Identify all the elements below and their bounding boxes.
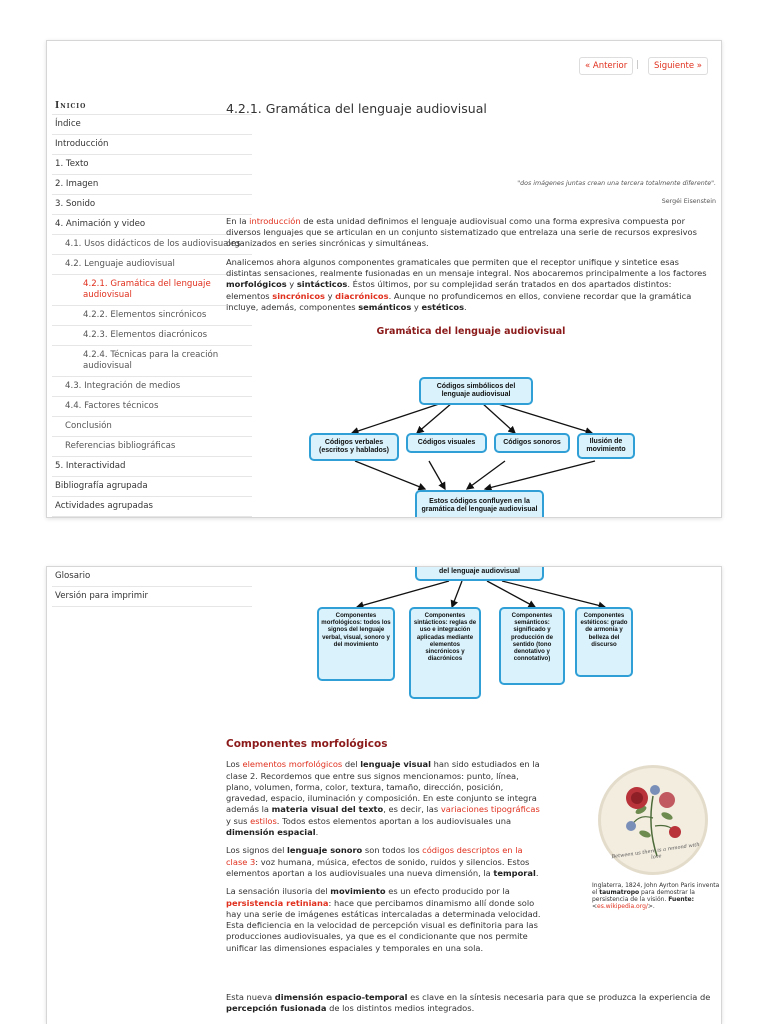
sidebar-item-bibliografia[interactable]: Bibliografía agrupada — [52, 477, 252, 497]
sidebar-item-sonido[interactable]: 3. Sonido — [52, 195, 252, 215]
diagram-morphological-box: Componentes morfológicos: todos los signos del lenguaje verbal, visual, sonoro y del movimiento — [317, 607, 395, 681]
page-panel-bottom — [46, 566, 722, 1024]
epigraph-quote: "dos imágenes juntas crean una tercera totalmente diferente". — [517, 180, 716, 188]
diagram-merge-box: Estos códigos confluyen en la gramática del lenguaje audiovisual — [415, 490, 544, 518]
nav-separator: | — [636, 60, 640, 70]
sincronicos-link[interactable]: sincrónicos — [272, 290, 325, 301]
morph-paragraph-3: La sensación ilusoria del movimiento es un efecto producido por la persistencia retiniana: hace que percibamos dinamismo allí donde solo hay una serie de imágenes estáticas intercaladas a determinada velocidad. Esta deficiencia en la velocidad de percepción visual es definitoria para las producciones audiovisuales, ya que es el condicionante que nos permite unificar las dimensiones espaciales y temporales en una sola. — [226, 886, 541, 953]
sidebar-item-imagen[interactable]: 2. Imagen — [52, 175, 252, 195]
sidebar-item-indice[interactable]: Índice — [52, 115, 252, 135]
page-title: 4.2.1. Gramática del lenguaje audiovisual — [226, 101, 487, 116]
previous-button[interactable]: « Anterior — [579, 57, 633, 75]
grammar-diagram-continued — [47, 567, 722, 717]
sidebar-item-integracion[interactable]: 4.3. Integración de medios — [52, 377, 252, 397]
sidebar-item-glosario[interactable]: Glosario — [52, 567, 252, 587]
variaciones-tipograficas-link[interactable]: variaciones tipográficas — [440, 804, 540, 815]
diagram-code-movement-box: Ilusión de movimiento — [577, 433, 635, 459]
persistencia-retiniana-link[interactable]: persistencia retiniana — [226, 897, 329, 908]
wikipedia-link[interactable]: es.wikipedia.org/ — [597, 903, 648, 910]
sidebar-item-gramatica[interactable]: 4.2.1. Gramática del lenguaje audiovisual — [52, 275, 252, 306]
sidebar-home-link[interactable]: Inicio — [52, 99, 252, 115]
sidebar-item-sincronicos[interactable]: 4.2.2. Elementos sincrónicos — [52, 306, 252, 326]
diagram-code-verbal-box: Códigos verbales (escritos y hablados) — [309, 433, 399, 461]
morph-paragraph-4-wrap — [226, 992, 716, 1022]
diagram-title: Gramática del lenguaje audiovisual — [376, 326, 566, 338]
plate-inscription: Between us there is a remond with love — [611, 841, 700, 861]
sidebar-item-referencias[interactable]: Referencias bibliográficas — [52, 437, 252, 457]
sidebar-item-factores[interactable]: 4.4. Factores técnicos — [52, 397, 252, 417]
sidebar-item-diacronicos[interactable]: 4.2.3. Elementos diacrónicos — [52, 326, 252, 346]
morph-paragraph-1: Los elementos morfológicos del lenguaje visual han sido estudiados en la clase 2. Recordemos que entre sus signos mencionamos: punto, línea, plano, volumen, forma, color, textura, tamaño, dirección, posición, gravedad, espacio, iluminación y composición. En este conjunto se integra además la materia visual del texto, es decir, las variaciones tipográficas y sus estilos. Todos estos elementos aportan a los audiovisuales una dimensión espacial. — [226, 759, 540, 838]
sidebar-item-conclusion[interactable]: Conclusión — [52, 417, 252, 437]
section-title-morfologicos: Componentes morfológicos — [226, 738, 388, 750]
thaumatrope-figure — [592, 765, 722, 910]
next-button[interactable]: Siguiente » — [648, 57, 708, 75]
thaumatrope-image — [598, 765, 708, 875]
estilos-link[interactable]: estilos — [250, 815, 277, 826]
epigraph-author: Sergéi Eisenstein — [661, 197, 716, 205]
sidebar-item-imprimir[interactable]: Versión para imprimir — [52, 587, 252, 607]
morph-paragraph-4: Esta nueva dimensión espacio-temporal es clave en la síntesis necesaria para que se produzca la experiencia de percepción fusionada de los distintos medios integrados. — [226, 992, 711, 1014]
figure-caption: Inglaterra, 1824, John Ayrton Paris inventa el taumatropo para demostrar la persistencia de la visión. Fuente: <es.wikipedia.org/>. — [592, 882, 720, 910]
introduccion-link[interactable]: introducción — [249, 215, 301, 226]
sidebar-item-actividades[interactable]: Actividades agrupadas — [52, 497, 252, 517]
diagram-code-sound-box: Códigos sonoros — [494, 433, 570, 453]
sidebar-item-lenguaje-audiovisual[interactable]: 4.2. Lenguaje audiovisual — [52, 255, 252, 275]
sidebar-item-introduccion[interactable]: Introducción — [52, 135, 252, 155]
codigos-clase-3-link[interactable]: códigos descriptos en la clase 3 — [226, 845, 523, 867]
diagram-aesthetic-box: Componentes estéticos: grado de armonía y belleza del discurso — [575, 607, 633, 677]
diagram-code-visual-box: Códigos visuales — [406, 433, 487, 453]
page-panel-top — [46, 40, 722, 518]
components-paragraph: Analicemos ahora algunos componentes gramaticales que permiten que el receptor unifique y sintetice esas distintas sensaciones, realmente fusionadas en un mensaje integral. Nos abocaremos principalmente a los factores morfológicos y sintácticos. Éstos últimos, por su complejidad serán tratados en dos apartados distintos: elementos sincrónicos y diacrónicos. Aunque no profundicemos en ellos, conviene recordar que la gramática incluye, además, componentes semánticos y estéticos. — [226, 256, 707, 312]
diagram-root-box: Códigos simbólicos del lenguaje audiovisual — [419, 377, 533, 405]
sidebar-item-tecnicas[interactable]: 4.2.4. Técnicas para la creación audiovisual — [52, 346, 252, 377]
sidebar-item-usos-didacticos[interactable]: 4.1. Usos didácticos de los audiovisuales — [52, 235, 252, 255]
morphological-section — [226, 739, 542, 961]
sidebar-item-texto[interactable]: 1. Texto — [52, 155, 252, 175]
diagram-merge-box-tail: del lenguaje audiovisual — [415, 566, 544, 581]
intro-paragraph: En la introducción de esta unidad definimos el lenguaje audiovisual como una forma expresiva compuesta por diversos lenguajes que se articulan en un conjunto sistematizado que entrelaza una serie de recursos expresivos organizados en series sincrónicas y simultáneas. — [226, 215, 697, 249]
diagram-semantic-box: Componentes semánticos: significado y producción de sentido (tono denotativo y connotativo) — [499, 607, 565, 685]
diagram-syntactic-box: Componentes sintácticos: reglas de uso e integración aplicadas mediante elementos sincrónicos y diacrónicos — [409, 607, 481, 699]
sidebar-item-animacion-video[interactable]: 4. Animación y video — [52, 215, 252, 235]
diacronicos-link[interactable]: diacrónicos — [335, 290, 389, 301]
elementos-morfologicos-link[interactable]: elementos morfológicos — [242, 759, 343, 770]
grammar-diagram — [47, 41, 722, 518]
morph-paragraph-2: Los signos del lenguaje sonoro son todos los códigos descriptos en la clase 3: voz humana, música, efectos de sonido, ruidos y silencios. Estos elementos aportan a los audiovisuales una nueva dimensión, la temporal. — [226, 845, 539, 878]
sidebar-item-interactividad[interactable]: 5. Interactividad — [52, 457, 252, 477]
